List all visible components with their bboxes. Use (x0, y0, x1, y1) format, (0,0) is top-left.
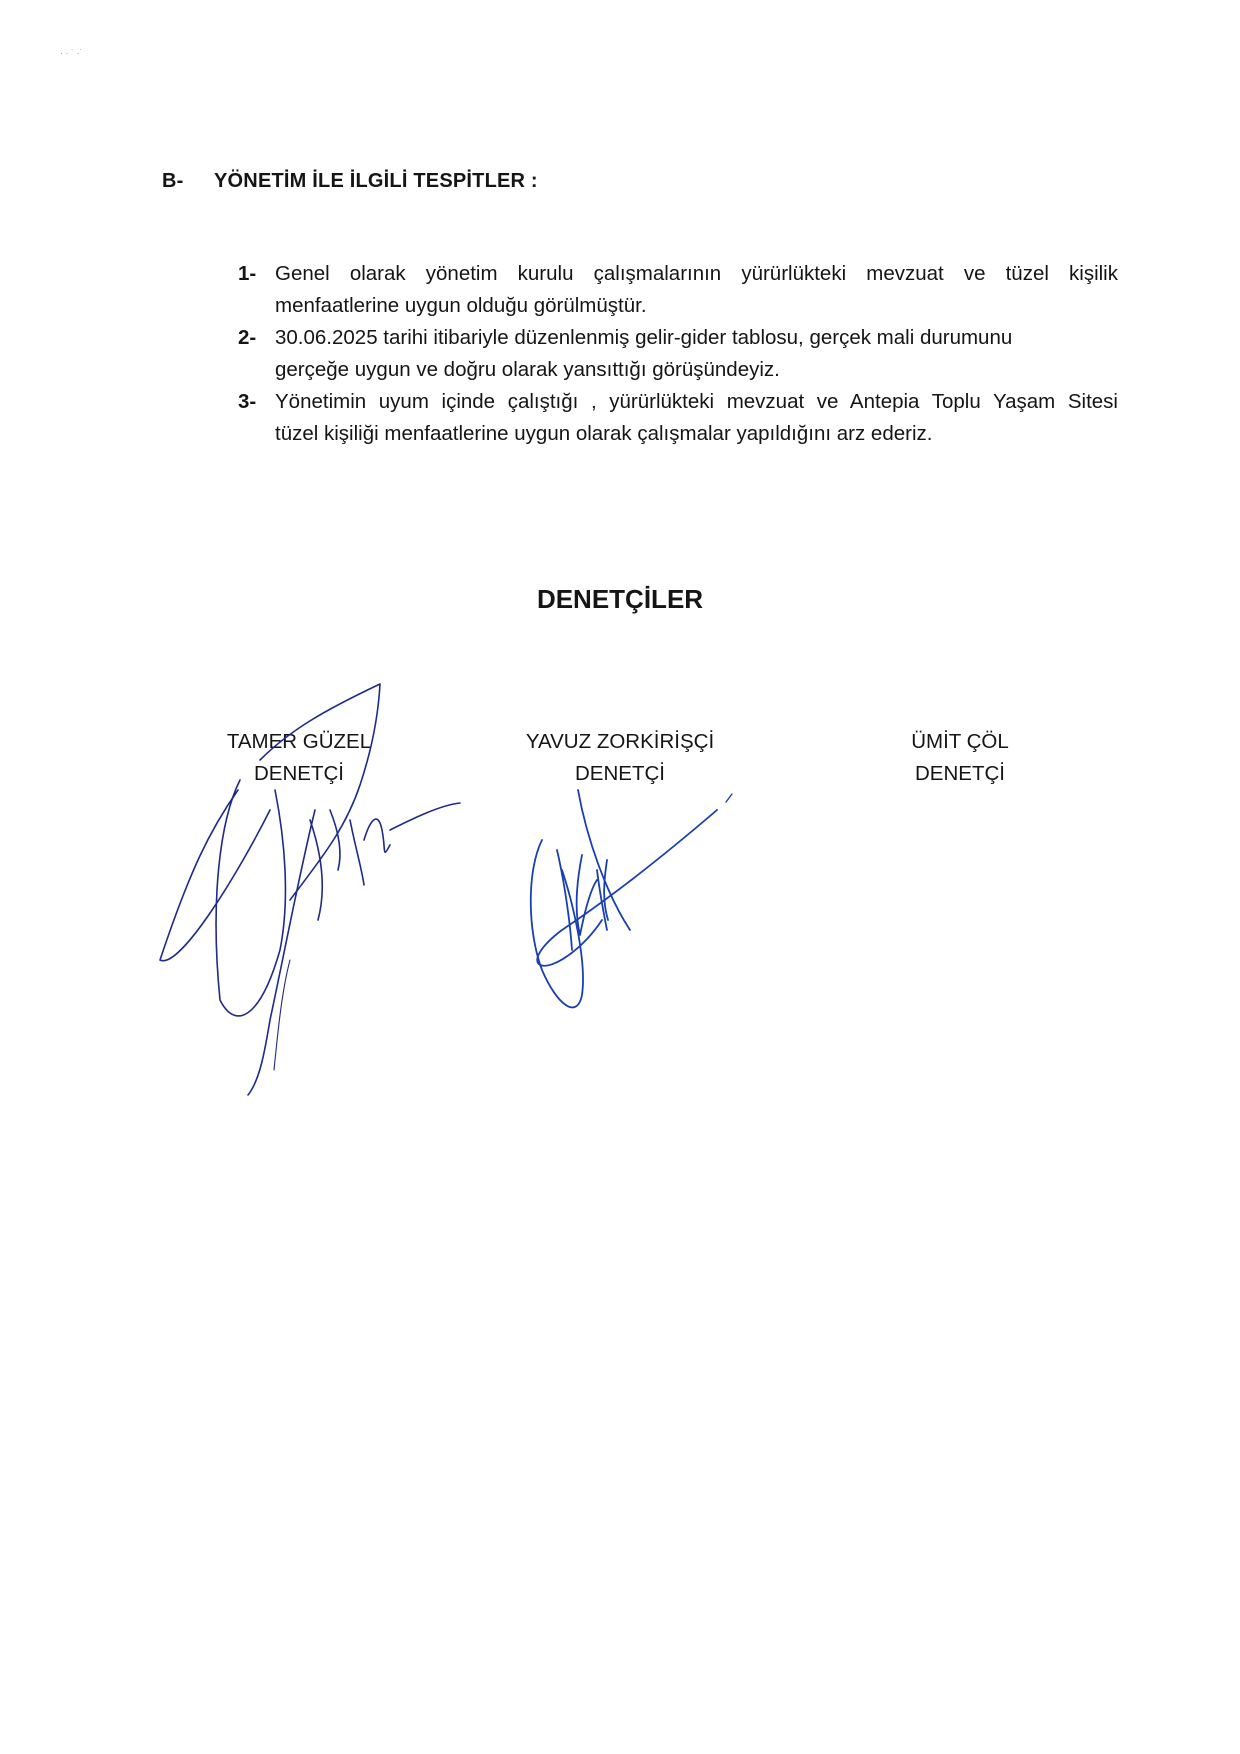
finding-text-line1: Genel olarak yönetim kurulu çalışmalarının yürürlükteki mevzuat ve tüzel kişilik (275, 262, 1118, 285)
signatory-3 (880, 726, 1040, 790)
signatory-role: DENETÇİ (915, 762, 1005, 785)
signatory-2 (520, 726, 720, 790)
finding-text-line2: gerçeğe uygun ve doğru olarak yansıttığı görüşündeyiz. (275, 358, 780, 381)
section-title: YÖNETİM İLE İLGİLİ TESPİTLER : (214, 170, 538, 192)
signatory-name: TAMER GÜZEL (226, 730, 372, 753)
finding-item-2 (238, 322, 1068, 386)
scan-artifact: · · ˙ ·˙ (60, 48, 83, 58)
signatory-name: YAVUZ ZORKİRİŞÇİ (525, 730, 715, 753)
signatory-role: DENETÇİ (254, 762, 344, 785)
finding-text-line1: 30.06.2025 tarihi itibariyle düzenlenmiş gelir-gider tablosu, gerçek mali durumunu (275, 326, 1013, 349)
finding-item-1 (238, 258, 1118, 322)
finding-text-line1: Yönetimin uyum içinde çalıştığı , yürürlükteki mevzuat ve Antepia Toplu Yaşam Sitesi (275, 390, 1118, 413)
signatory-name: ÜMİT ÇÖL (911, 730, 1009, 753)
finding-number: 1- (238, 262, 257, 285)
signatory-role: DENETÇİ (575, 762, 665, 785)
finding-number: 2- (238, 326, 257, 349)
section-heading (162, 170, 538, 193)
signature-2-image (512, 780, 742, 1030)
finding-text-line2: menfaatlerine uygun olduğu görülmüştür. (275, 294, 647, 317)
auditors-title: DENETÇİLER (536, 584, 704, 614)
signatory-1 (214, 726, 384, 790)
finding-number: 3- (238, 390, 257, 413)
finding-text-line2: tüzel kişiliği menfaatlerine uygun olarak çalışmalar yapıldığını arz ederiz. (275, 422, 933, 445)
section-letter: B- (162, 170, 184, 192)
finding-item-3 (238, 386, 1118, 450)
